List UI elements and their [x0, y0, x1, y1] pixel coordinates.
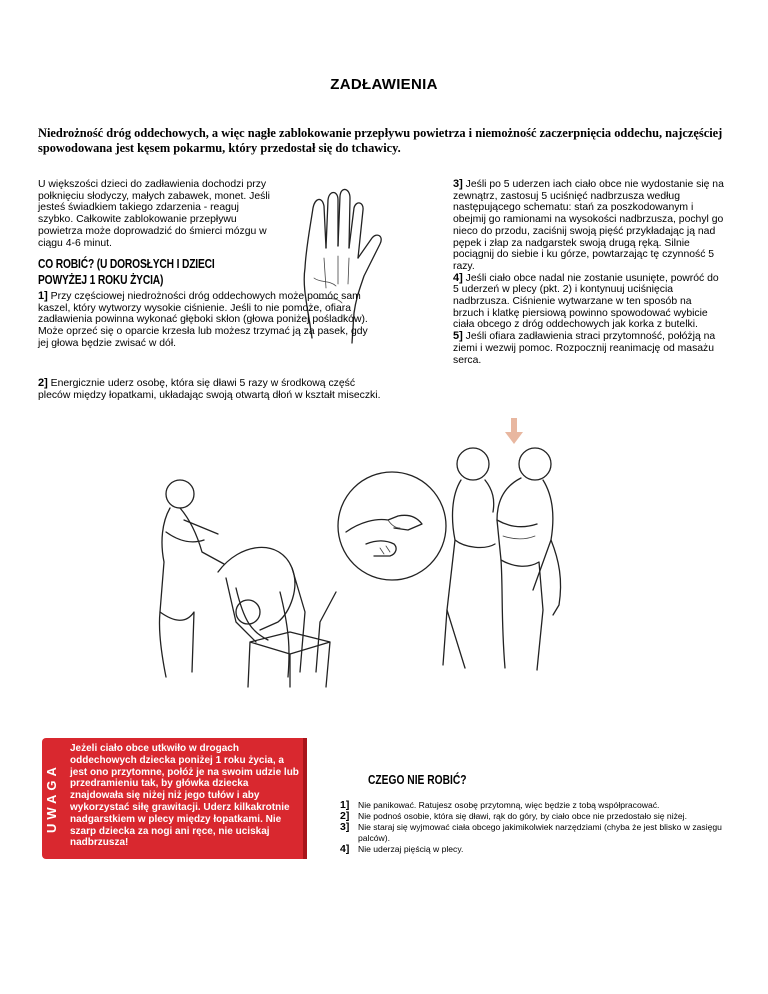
dont-item-number: 1]: [340, 799, 350, 811]
dont-item-number: 2]: [340, 810, 350, 822]
step-2-number: 2]: [38, 377, 48, 389]
dont-item-text: Nie podnoś osobie, która się dławi, rąk do góry, by ciało obce nie przedostało się niżej.: [358, 811, 687, 821]
dont-item: [340, 822, 740, 844]
warning-label: UWAGA: [44, 763, 59, 833]
dont-item: [340, 800, 740, 811]
step-1-number: 1]: [38, 290, 48, 302]
step-4-number: 4]: [453, 271, 463, 284]
dont-heading: CZEGO NIE ROBIĆ?: [368, 773, 467, 787]
section-heading-line2: POWYŻEJ 1 ROKU ŻYCIA): [38, 273, 164, 287]
step-4: [453, 273, 725, 332]
lead-paragraph: Niedrożność dróg oddechowych, a więc nagłe zablokowanie przepływu powietrza i niemożność zaczerpnięcia oddechu, najczęściej spowodowana jest kęsem pokarmu, który przedostał się do tchawicy.: [38, 126, 723, 155]
step-2: [38, 378, 388, 401]
section-heading: [38, 256, 243, 288]
page-title: ZADŁAWIENIA: [330, 76, 438, 93]
section-heading-line1: CO ROBIĆ? (U DOROSŁYCH I DZIECI: [38, 257, 215, 271]
abdominal-thrust-illustration: [425, 440, 575, 680]
dont-list: [340, 800, 740, 855]
dont-item-text: Nie panikować. Ratujesz osobę przytomną, więc będzie z tobą współpracować.: [358, 800, 660, 810]
intro-paragraph: U większości dzieci do zadławienia dochodzi przy połknięciu słodyczy, małych zabawek, monet. Jeśli jesteś świadkiem takiego zdarzenia - reaguj szybko. Całkowite zablokowanie przepływu powietrza może doprowadzić do śmierci mózgu w ciągu 4-6 minut.: [38, 179, 270, 249]
step-5-number: 5]: [453, 330, 463, 343]
step-1: [38, 291, 368, 350]
dont-item-number: 4]: [340, 843, 350, 855]
step-3-number: 3]: [453, 178, 463, 190]
dont-item-text: Nie uderzaj pięścią w plecy.: [358, 844, 464, 854]
step-2-text: Energicznie uderz osobę, która się dławi 5 razy w środkową część pleców między łopatkami, układając swoją otwartą dłoń w kształt miseczki.: [38, 378, 381, 401]
back-blows-illustration: [140, 472, 340, 692]
step-3: [453, 179, 725, 273]
step-1-text: Przy częściowej niedrożności dróg oddechowych może pomóc sam kaszel, który wytworzy wysokie ciśnienie. Jeśli to nie pomoże, ofiara zadławienia powinna wykonać głęboki skłon (głowa poniżej pośladków). Może oprzeć się o oparcie krzesła lub możesz trzymać ją za pasek, gdy jej głowa będzie zwisać w dół.: [38, 291, 368, 349]
dont-item: [340, 811, 740, 822]
step-5: [453, 331, 725, 366]
step-4-text: Jeśli ciało obce nadal nie zostanie usunięte, powróć do 5 uderzeń w plecy (pkt. 2) i kontynuuj uciśnięcia nadbrzusza. Ciśnienie wytwarzane w ten sposób na brzuch i klatkę piersiową powinno spowodować wybicie ciała obcego z dróg oddechowych jak korka z butelki.: [453, 272, 719, 331]
warning-text: Jeżeli ciało obce utkwiło w drogach oddechowych dziecka poniżej 1 roku życia, a jest ono przytomne, połóż je na swoim udzie lub przedramieniu tak, by główka dziecka znajdowała się niżej niż jego tułów i aby wykorzystać siłę grawitacji. Uderz kilkakrotnie nadgarstkiem w plecy między łopatkami. Nie szarp dziecka za nogi ani ręce, nie uciskaj nadbrzusza!: [70, 743, 299, 849]
step-5-text: Jeśli ofiara zadławienia straci przytomność, połóżją na ziemi i wezwij pomoc. Rozpocznij reanimację od masażu serca.: [453, 331, 716, 366]
step-3-text: Jeśli po 5 uderzen iach ciało obce nie wydostanie się na zewnątrz, zastosuj 5 uciśnięć nadbrzusza według następującego schematu: stań za poszkodowanym i obejmij go ramionami na wysokości nadbrzusza, pochyl go nieco do przodu, zaciśnij swoją pięść przykładając ją nad pępek i złap za nadgarstek swoją drugą ręką. Silnie pociągnij do siebie i ku górze, powtarzając tę czynność 5 razy.: [453, 179, 724, 272]
dont-item-text: Nie staraj się wyjmować ciała obcego jakimikolwiek narzędziami (chyba że jest blisko w zasięgu palców).: [358, 822, 722, 843]
warning-box-edge: [303, 738, 307, 859]
dont-item-number: 3]: [340, 821, 350, 833]
right-column: [453, 179, 725, 366]
dont-item: [340, 844, 740, 855]
